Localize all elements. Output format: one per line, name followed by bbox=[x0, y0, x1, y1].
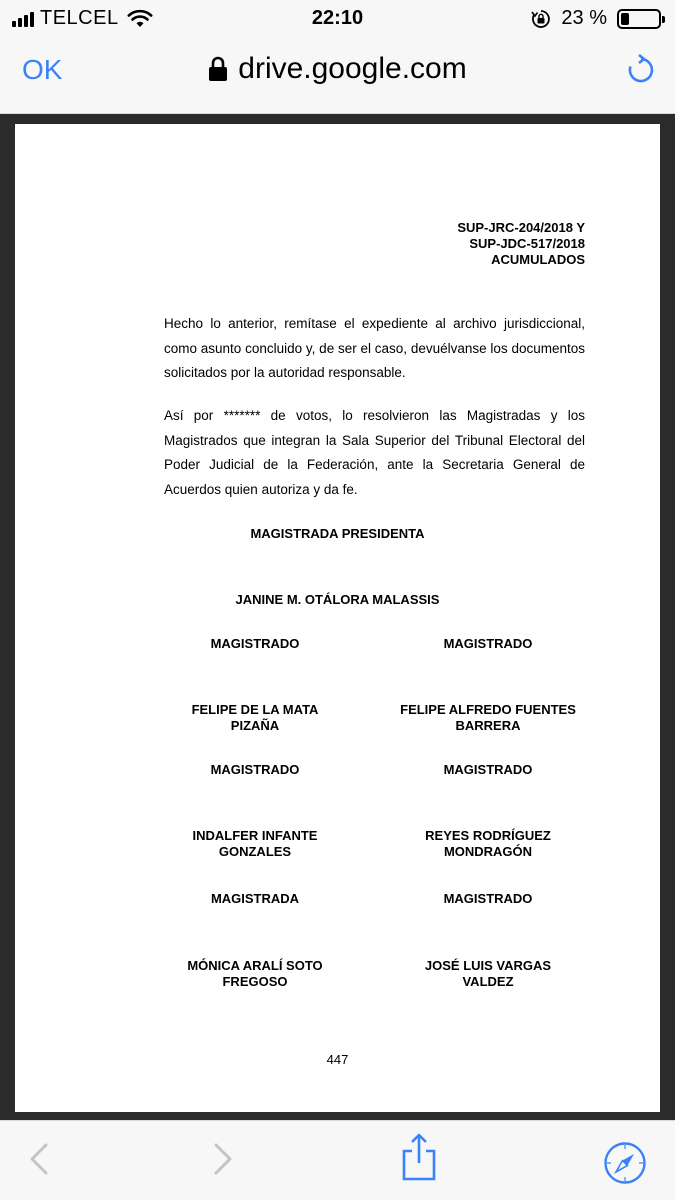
signature-name bbox=[373, 702, 603, 734]
president-name: JANINE M. OTÁLORA MALASSIS bbox=[235, 592, 440, 607]
signature-title: MAGISTRADO bbox=[443, 762, 533, 777]
signature-name bbox=[140, 828, 370, 860]
name-line: FELIPE DE LA MATA bbox=[191, 702, 319, 717]
safari-compass-icon[interactable] bbox=[603, 1141, 647, 1185]
clock: 22:10 bbox=[311, 7, 364, 29]
paragraph: Así por ******* de votos, lo resolvieron las Magistradas y los Magistrados que integran la Sala Superior del Tribunal Electoral del Poder Judicial de la Federación, ante la Secretaria General de Acuerdos quien autoriza y da fe. bbox=[164, 408, 585, 497]
carrier-label: TELCEL bbox=[40, 7, 119, 29]
name-line: MONDRAGÓN bbox=[443, 844, 533, 859]
case-number bbox=[457, 220, 585, 268]
browser-nav-bar bbox=[0, 38, 675, 114]
paragraph: Hecho lo anterior, remítase el expediente al archivo jurisdiccional, como asunto concluido y, de ser el caso, devuélvanse los documentos solicitados por la autoridad responsable. bbox=[164, 316, 585, 380]
back-arrow-icon[interactable] bbox=[26, 1139, 52, 1179]
signature-title: MAGISTRADO bbox=[443, 891, 533, 906]
battery-percent: 23 % bbox=[561, 7, 607, 29]
name-line: VALDEZ bbox=[462, 974, 514, 989]
signature-name bbox=[373, 828, 603, 860]
status-right bbox=[531, 7, 661, 30]
reload-icon[interactable] bbox=[625, 54, 657, 86]
signature-title: MAGISTRADA bbox=[210, 891, 300, 906]
url-field[interactable] bbox=[0, 52, 675, 86]
president-title: MAGISTRADA PRESIDENTA bbox=[250, 526, 425, 541]
signature-title: MAGISTRADO bbox=[210, 636, 300, 651]
browser-toolbar bbox=[0, 1120, 675, 1200]
case-line: SUP-JDC-517/2018 bbox=[469, 236, 585, 251]
orientation-lock-icon bbox=[531, 9, 551, 29]
name-line: JOSÉ LUIS VARGAS bbox=[424, 958, 552, 973]
ok-button[interactable]: OK bbox=[22, 54, 63, 85]
document-page bbox=[15, 124, 660, 1112]
signature-title: MAGISTRADO bbox=[210, 762, 300, 777]
battery-icon bbox=[617, 9, 661, 29]
signature-title: MAGISTRADO bbox=[443, 636, 533, 651]
name-line: INDALFER INFANTE bbox=[192, 828, 318, 843]
forward-arrow-icon[interactable] bbox=[210, 1139, 236, 1179]
battery-level bbox=[621, 13, 629, 25]
padlock-icon bbox=[208, 56, 228, 82]
signature-name bbox=[140, 958, 370, 990]
name-line: PIZAÑA bbox=[230, 718, 280, 733]
name-line: MÓNICA ARALÍ SOTO bbox=[187, 958, 323, 973]
document-viewer[interactable] bbox=[0, 114, 675, 1120]
name-line: GONZALES bbox=[218, 844, 292, 859]
signature-name bbox=[373, 958, 603, 990]
signature-name bbox=[140, 702, 370, 734]
name-line: REYES RODRÍGUEZ bbox=[425, 828, 551, 843]
name-line: BARRERA bbox=[455, 718, 521, 733]
page-number: 447 bbox=[326, 1052, 349, 1067]
url-text: drive.google.com bbox=[238, 52, 467, 85]
name-line: FREGOSO bbox=[222, 974, 288, 989]
status-bar bbox=[0, 0, 675, 38]
case-line: SUP-JRC-204/2018 Y bbox=[457, 220, 585, 235]
name-line: FELIPE ALFREDO FUENTES bbox=[400, 702, 576, 717]
share-icon[interactable] bbox=[400, 1133, 438, 1181]
case-line: ACUMULADOS bbox=[491, 252, 585, 267]
